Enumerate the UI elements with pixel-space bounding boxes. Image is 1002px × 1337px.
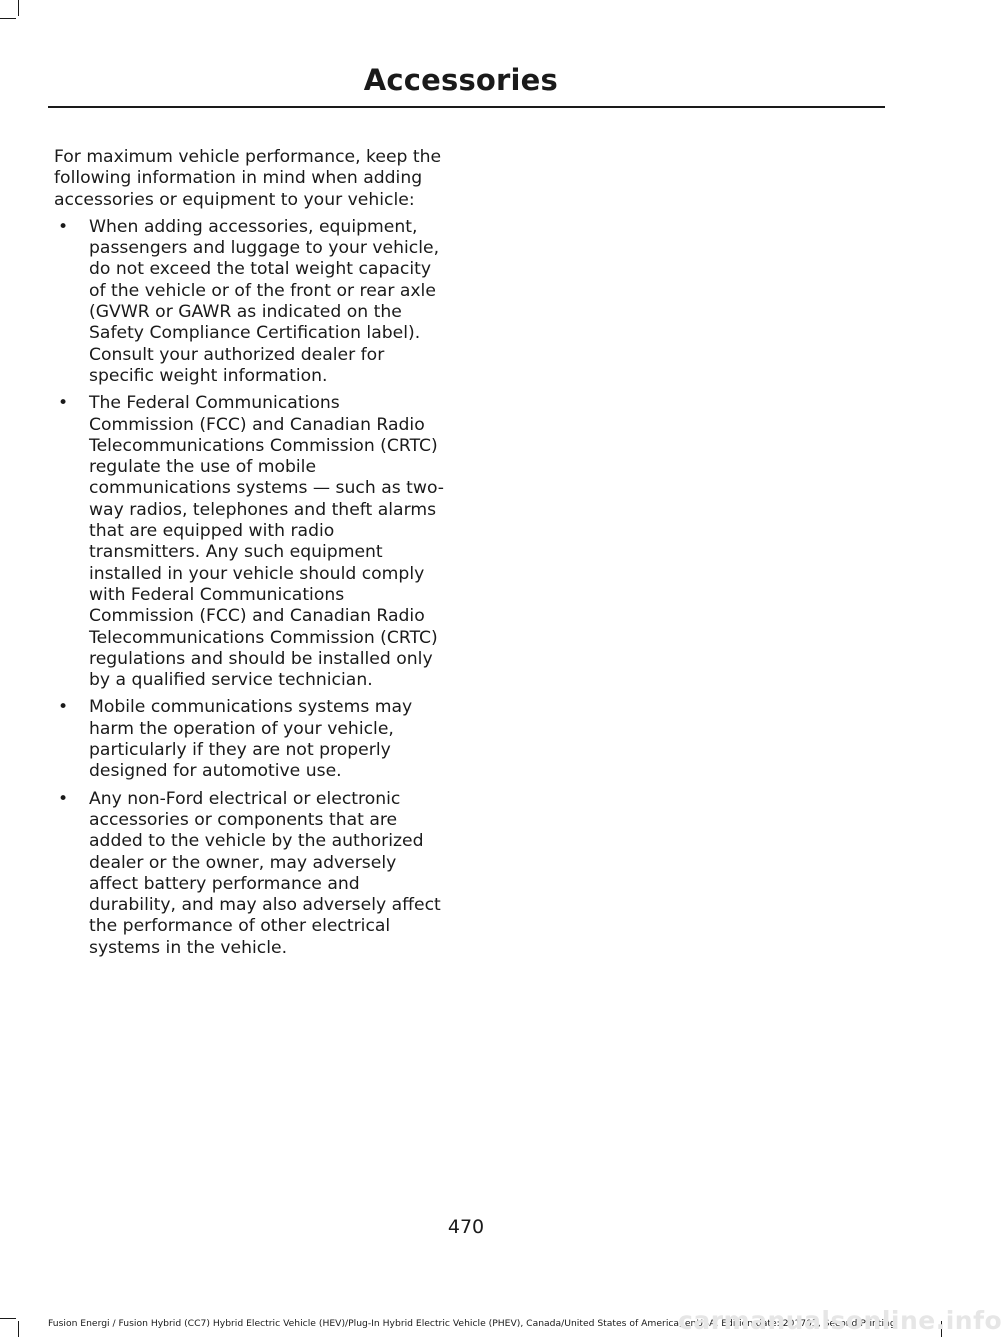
bullet-icon: • [58,788,69,809]
bullet-icon: • [58,393,69,414]
watermark-logo: carmanualsonline.info [678,1306,1002,1335]
list-item-text: Mobile communications systems may harm the operation of your vehicle, particularly if they are not properly designed for automotive use. [89,697,413,782]
bullet-icon: • [58,697,69,718]
list-item [54,697,450,782]
crop-mark-top-left-horizontal [0,18,16,19]
list-item-text: When adding accessories, equipment, passengers and luggage to your vehicle, do not exceed the total weight capacity of the vehicle or of the front or rear axle (GVWR or GAWR as indicated on the Safety Compliance Certification label). Consult your authorized dealer for specific weight information. [89,216,440,386]
bullet-icon: • [58,216,69,237]
page-title: Accessories [363,63,558,97]
header-divider [48,106,885,108]
crop-mark-top-left-vertical [18,0,19,16]
list-item [54,217,450,387]
list-item-text: Any non-Ford electrical or electronic accessories or components that are added to the vehicle by the authorized dealer or the owner, may adversely affect battery performance and durability, and may also adversely affect the performance of other electrical systems in the vehicle. [89,788,441,958]
list-item [54,393,450,691]
accessory-guidelines-list [54,217,450,959]
list-item-text: The Federal Communications Commission (FCC) and Canadian Radio Telecommunications Commission (CRTC) regulate the use of mobile communications systems — such as two-way radios, telephones and theft alarms that are equipped with radio transmitters. Any such equipment installed in your vehicle should comply with Federal Communications Commission (FCC) and Canadian Radio Telecommunications Commission (CRTC) regulations and should be installed only by a qualified service technician. [89,393,444,691]
intro-paragraph: For maximum vehicle performance, keep the following information in mind when adding accessories or equipment to your vehicle: [54,147,442,210]
crop-mark-bottom-left-horizontal [0,1318,16,1319]
page-number: 470 [447,1216,485,1238]
crop-mark-bottom-left-vertical [18,1321,19,1337]
list-item [54,789,450,959]
main-content [54,147,450,965]
footer-edition-text: Fusion Energi / Fusion Hybrid (CC7) Hybrid Electric Vehicle (HEV)/Plug-In Hybrid Electric Vehicle (PHEV), Canada/United States of America, enUSA, Edition date: 201705, Second Printing [48,1318,896,1329]
